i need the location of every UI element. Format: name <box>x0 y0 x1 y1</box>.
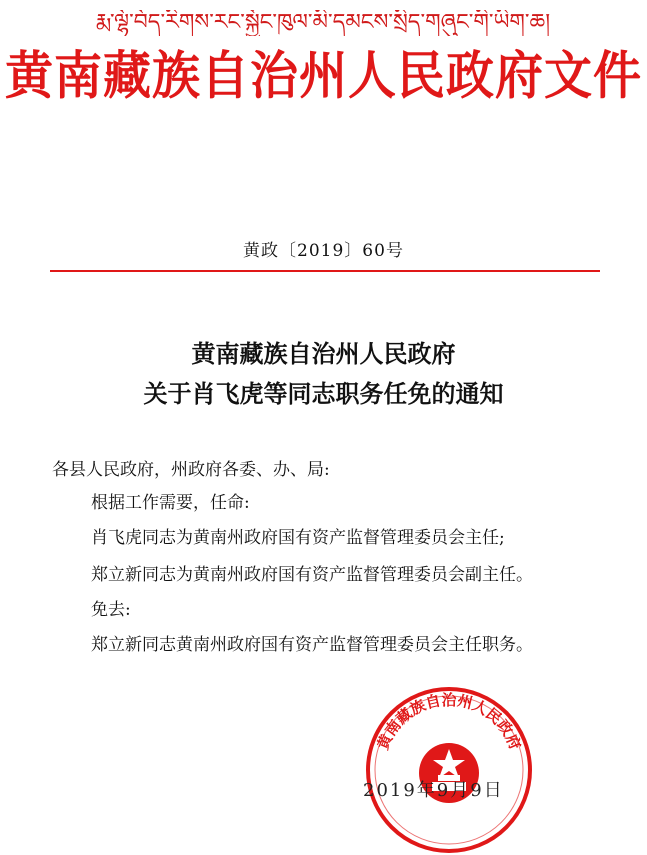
notice-title <box>0 334 647 414</box>
document-number: 黄政〔2019〕60号 <box>243 241 404 261</box>
official-seal <box>364 685 534 855</box>
dismissal-item-1: 郑立新同志黄南州政府国有资产监督管理委员会主任职务。 <box>91 635 533 655</box>
dismiss-heading: 免去: <box>91 600 131 620</box>
seal-text: 黄南藏族自治州人民政府 <box>373 691 525 753</box>
appoint-heading: 根据工作需要，任命: <box>91 493 250 513</box>
tibetan-header: རྨ་ལྷོ་བོད་རིགས་རང་སྐྱོང་ཁུལ་མི་དམངས་སྲིད་གཞུང་གི་ཡིག་ཆ། <box>95 10 551 35</box>
issue-date: 2019年9月9日 <box>363 780 504 801</box>
appointment-item-1: 肖飞虎同志为黄南州政府国有资产监督管理委员会主任; <box>91 528 505 548</box>
appointment-item-2: 郑立新同志为黄南州政府国有资产监督管理委员会副主任。 <box>91 565 533 585</box>
notice-title-line2: 关于肖飞虎等同志职务任免的通知 <box>143 379 504 408</box>
notice-title-line1: 黄南藏族自治州人民政府 <box>191 339 456 368</box>
salutation: 各县人民政府，州政府各委、办、局: <box>52 460 330 480</box>
masthead-title: 黄南藏族自治州人民政府文件 <box>4 45 642 107</box>
red-divider <box>50 270 600 272</box>
